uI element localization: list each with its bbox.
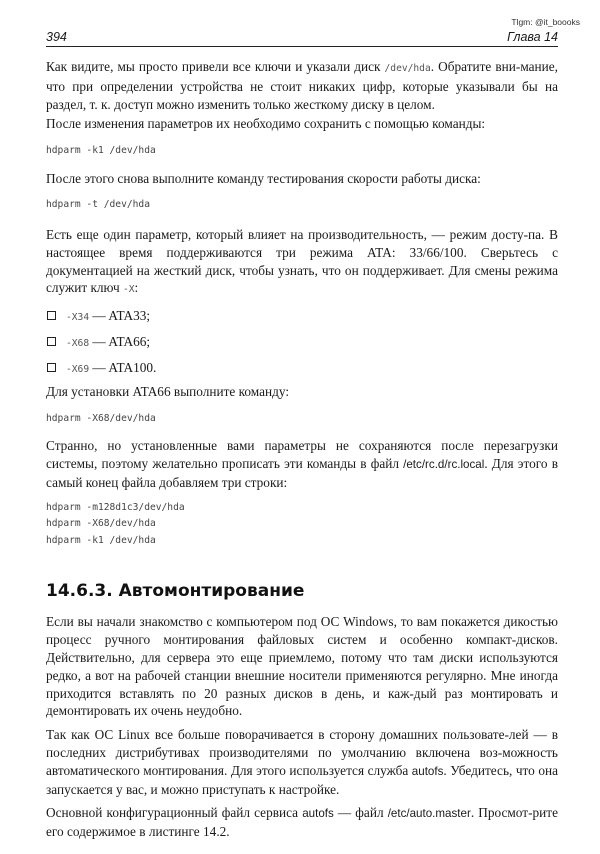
checkbox-bullet-icon xyxy=(47,363,56,372)
text: . Просмот-рите его содержимое в листинге 14.2. xyxy=(46,805,558,840)
text: — ATA66; xyxy=(89,334,151,350)
code-block-save: hdparm -k1 /dev/hda xyxy=(46,145,156,157)
paragraph-set-ata66: Для установки ATA66 выполните команду: xyxy=(46,384,290,400)
inline-code: /dev/hda xyxy=(384,63,431,74)
watermark: Tlgm: @it_boooks xyxy=(511,17,580,27)
checkbox-bullet-icon xyxy=(47,337,56,346)
list-item xyxy=(46,355,558,381)
inline-code: -X34 xyxy=(66,312,90,324)
paragraph-disk-keys xyxy=(46,58,558,113)
chapter-title: Глава 14 xyxy=(507,30,558,44)
text: . Для этого в самый конец файла добавляем три строки: xyxy=(46,456,558,491)
text: — ATA100. xyxy=(89,360,157,376)
paragraph-auto-master xyxy=(46,804,558,841)
service-name: autofs xyxy=(302,807,334,821)
code-block-speed-test: hdparm -t /dev/hda xyxy=(46,199,150,211)
running-header xyxy=(46,30,558,47)
paragraph-save-params: После изменения параметров их необходимо сохранить с помощью команды: xyxy=(46,116,486,132)
text: Странно, но установленные вами параметры не сохраняются после перезагрузки системы, поэтому желательно прописать эти команды в файл xyxy=(46,438,558,472)
text: Так как ОС Linux все больше поворачивается в сторону домашних пользовате-лей — в последних дистрибутивах производителями по умолчанию включена воз-можность автоматического монтирования. Для этого используется служба xyxy=(46,727,558,778)
service-name: autofs xyxy=(411,764,444,778)
section-heading: 14.6.3. Автомонтирование xyxy=(46,581,305,602)
paragraph-windows-intro: Если вы начали знакомство с компьютером под ОС Windows, то вам покажется дикостью процесс ручного монтирования файловых систем и особенно компакт-дисков. Действительно, для сервера это еще приемлемо, потому что там диски используются редко, а вот на рабочей станции внешние носители применяются регулярно. Мне иногда приходится вставлять по 20 разных дисков в день, и каж-дый раз монтировать и демонтировать их очень неудобно. xyxy=(46,614,558,719)
inline-code: -X69 xyxy=(66,364,90,376)
paragraph-access-mode xyxy=(46,226,558,299)
checkbox-bullet-icon xyxy=(47,311,56,320)
paragraph-rc-local xyxy=(46,437,558,491)
file-path: /etc/auto.master xyxy=(387,807,471,821)
paragraph-linux-autofs xyxy=(46,726,558,798)
text: Как видите, мы просто привели все ключи и указали диск xyxy=(46,59,385,74)
text: : xyxy=(134,280,139,296)
ata-mode-list xyxy=(46,303,558,381)
inline-code: -X68 xyxy=(66,338,90,350)
file-path: /etc/rc.d/rc.local xyxy=(403,458,485,472)
inline-code: -X xyxy=(122,284,135,296)
list-item xyxy=(46,303,558,329)
page-body xyxy=(46,58,558,841)
text: Есть еще один параметр, который влияет на производительность, — режим досту-па. В настоящее время поддерживаются три режима ATA: 33/66/100. Сверьтесь с документацией на жесткий диск, чтобы узнать, что он поддерживает. Для смены режима служит ключ xyxy=(46,226,558,296)
text: . Обратите вни-мание, что при определении устройства не стоит никаких цифр, которые указывали бы на раздел, т. к. доступ можно изменить только жесткому диску в целом. xyxy=(46,59,559,112)
code-block-rc-local: hdparm -m128d1c3/dev/hda hdparm -X68/dev/hda hdparm -k1 /dev/hda xyxy=(46,501,185,546)
list-item xyxy=(46,329,558,355)
text: — файл xyxy=(333,805,388,821)
text: — ATA33; xyxy=(89,308,151,324)
text: Основной конфигурационный файл сервиса xyxy=(46,805,303,821)
code-block-ata66: hdparm -X68/dev/hda xyxy=(46,412,156,424)
page-number: 394 xyxy=(46,30,67,44)
text: . Убедитесь, что она запускается у вас, и можно приступать к настройке. xyxy=(46,762,558,797)
paragraph-speed-test: После этого снова выполните команду тестирования скорости работы диска: xyxy=(46,170,481,186)
